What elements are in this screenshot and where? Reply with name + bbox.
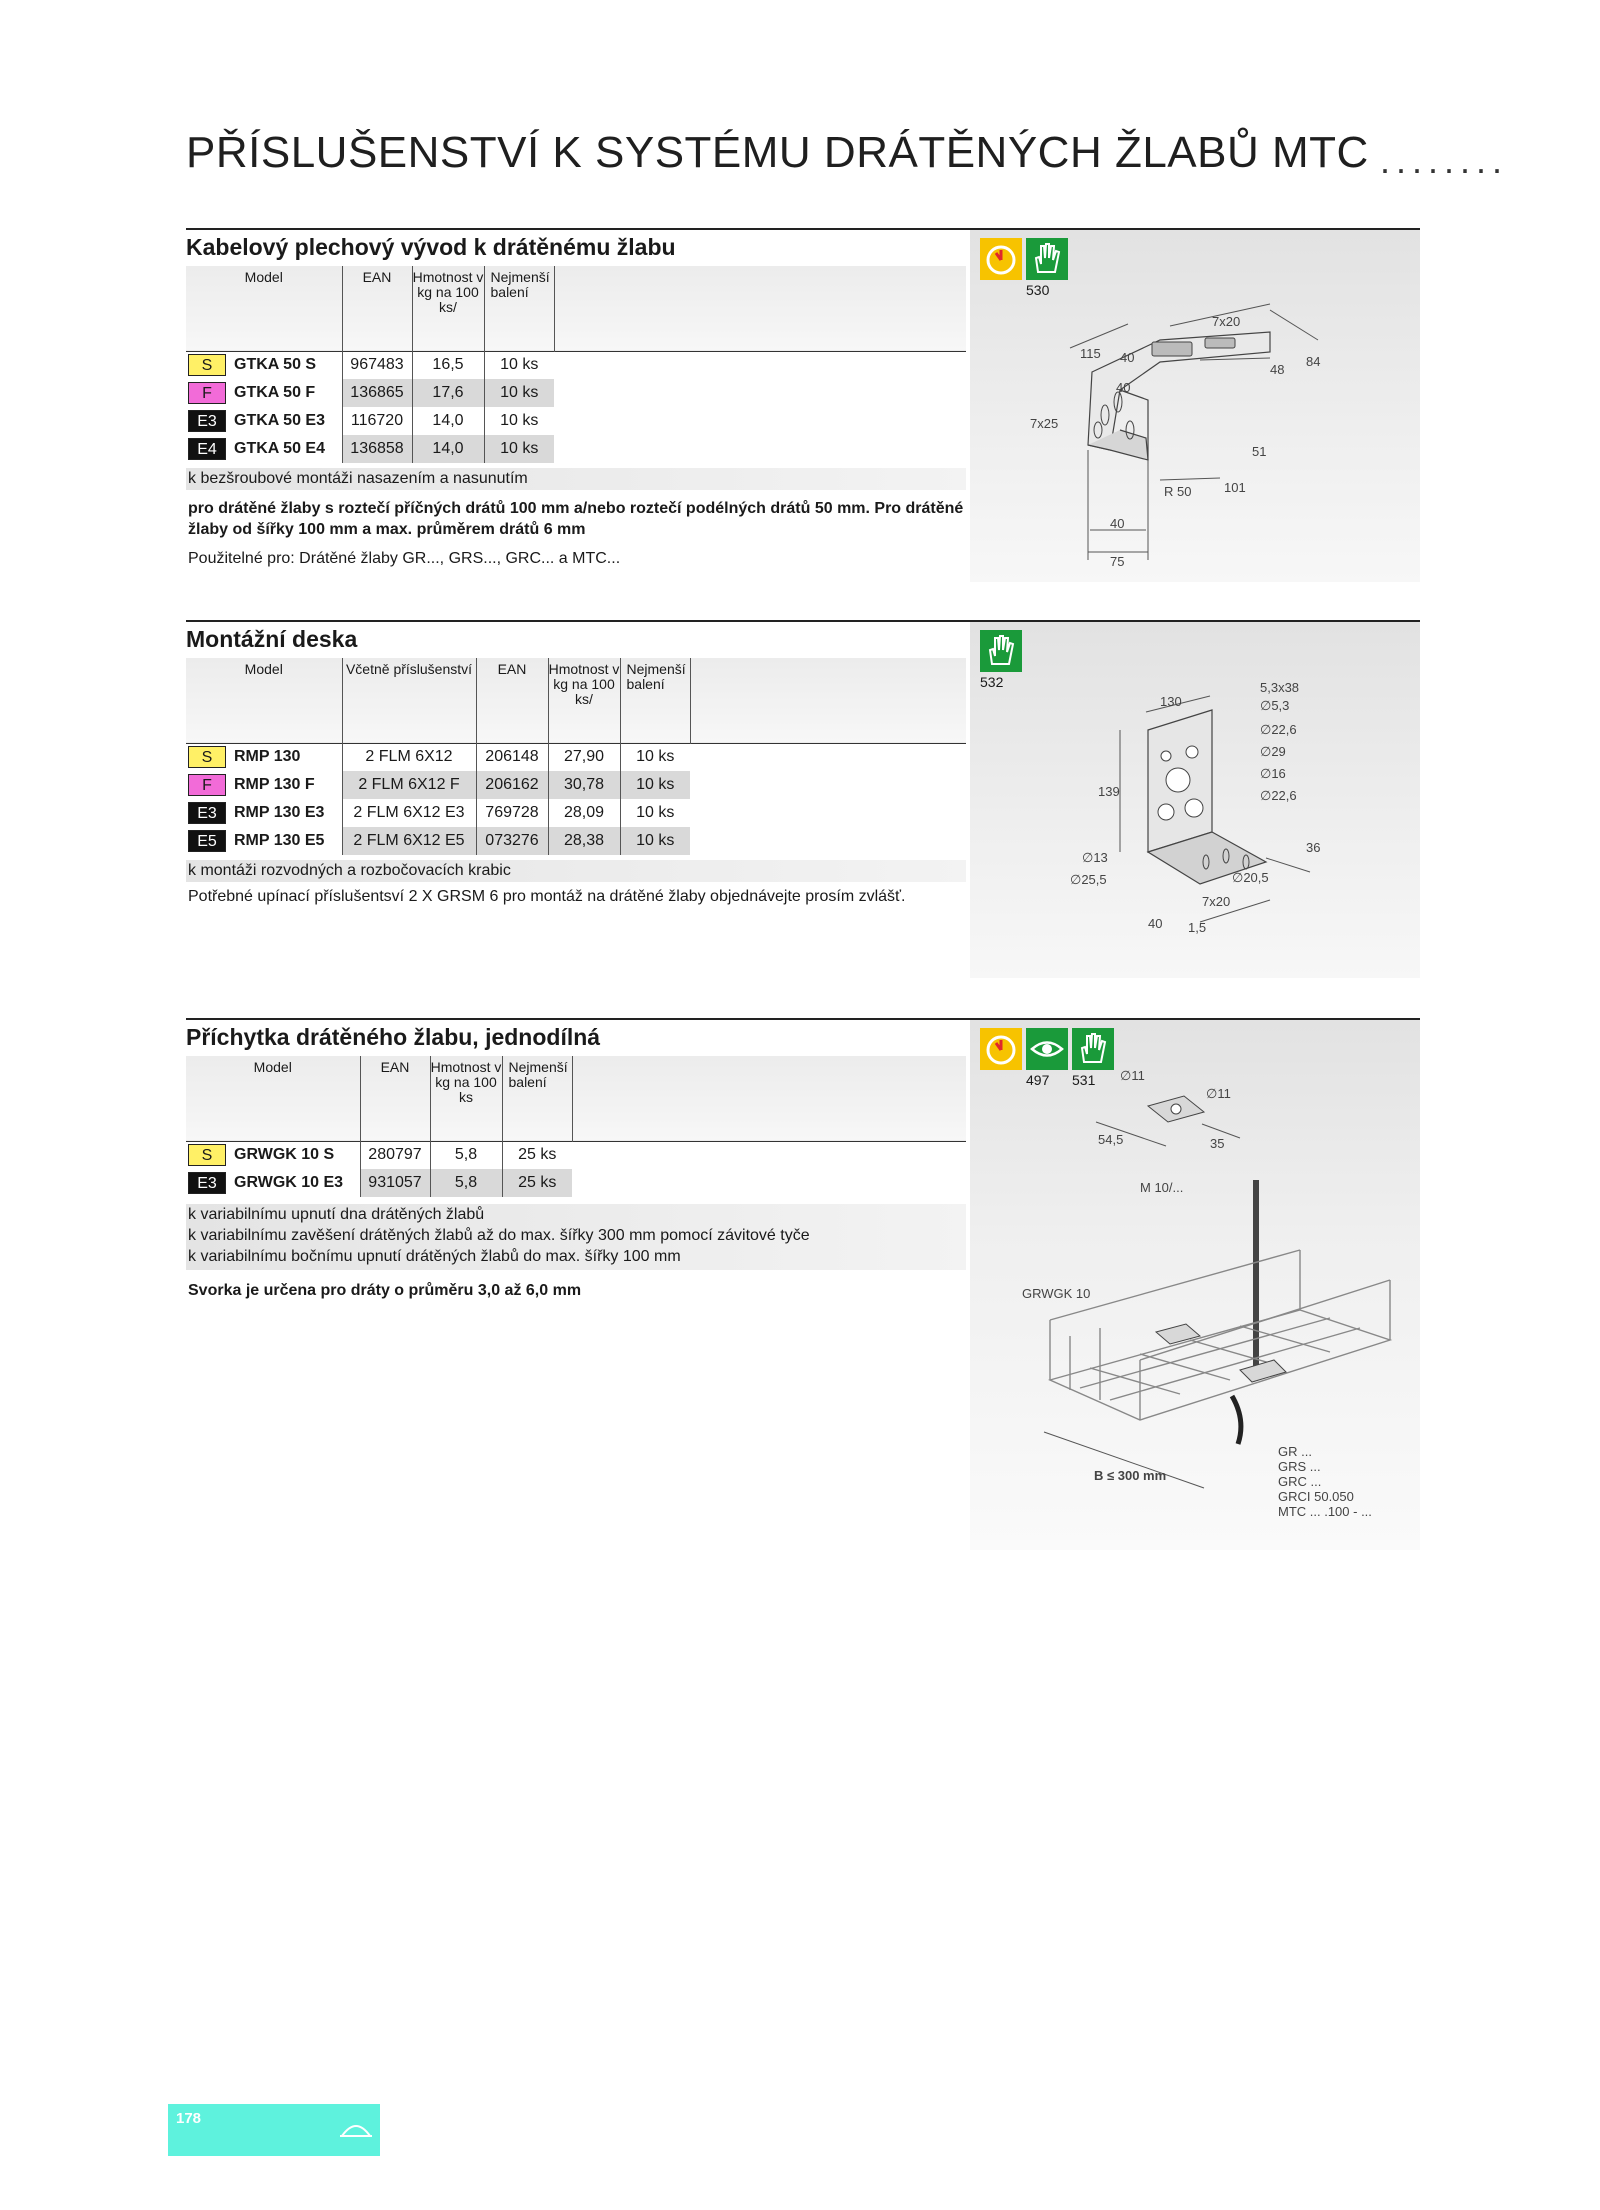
- table-row: [186, 799, 966, 827]
- finish-badge-e4: E4: [188, 438, 226, 460]
- weight: 28,38: [548, 827, 620, 855]
- dim-label: ∅22,6: [1260, 722, 1297, 737]
- logo-icon: [336, 2114, 376, 2144]
- accessories: 2 FLM 6X12 F: [342, 771, 476, 799]
- table-row: [186, 1141, 966, 1169]
- pack: 10 ks: [636, 748, 675, 766]
- model: GTKA 50 S: [228, 351, 342, 379]
- ean: 136858: [342, 435, 412, 463]
- col-weight: Hmotnost v kg na 100 ks: [430, 1056, 502, 1141]
- note-band: k montáži rozvodných a rozbočovacích krabic: [186, 860, 966, 882]
- page-title: PŘÍSLUŠENSTVÍ K SYSTÉMU DRÁTĚNÝCH ŽLABŮ MTC: [186, 128, 1369, 177]
- table-row: [186, 407, 966, 435]
- dim-label: MTC ... .100 - ...: [1278, 1504, 1372, 1519]
- weight: 28,09: [548, 799, 620, 827]
- pack: 10 ks: [484, 435, 554, 463]
- model: GTKA 50 E4: [228, 435, 342, 463]
- finish-badge-f: F: [188, 774, 226, 796]
- weight: 14,0: [412, 435, 484, 463]
- dim-label: ∅11: [1120, 1068, 1145, 1083]
- section-heading: Montážní deska: [186, 626, 358, 652]
- ean: 116720: [342, 407, 412, 435]
- dim-label: 35: [1210, 1136, 1225, 1151]
- dim-label: 139: [1098, 784, 1120, 799]
- dim-label: GR ...: [1278, 1444, 1312, 1459]
- col-ean: EAN: [360, 1056, 430, 1141]
- bracket-drawing: [970, 230, 1420, 582]
- col-weight: Hmotnost v kg na 100 ks/: [412, 266, 484, 351]
- dim-label: ∅20,5: [1232, 870, 1269, 885]
- page-number-tab: [168, 2104, 380, 2156]
- pack: 10 ks: [484, 379, 554, 407]
- product-table: [186, 1056, 966, 1197]
- section-heading: Kabelový plechový vývod k drátěnému žlabu: [186, 234, 676, 260]
- dim-label: 130: [1160, 694, 1182, 709]
- pack: 10 ks: [620, 827, 690, 855]
- dim-label: 54,5: [1098, 1132, 1124, 1147]
- dim-label: ∅29: [1260, 744, 1286, 759]
- weight: 30,78: [548, 771, 620, 799]
- dim-label: GRC ...: [1278, 1474, 1322, 1489]
- product-table: [186, 658, 966, 855]
- pack: 10 ks: [500, 356, 539, 374]
- product-figure: [970, 230, 1420, 582]
- dim-label: 7x20: [1202, 894, 1231, 909]
- section-rmp: [186, 620, 1420, 980]
- dim-label: 115: [1080, 346, 1101, 361]
- weight: 5,8: [430, 1169, 502, 1197]
- product-figure: [970, 1020, 1420, 1550]
- weight: 14,0: [412, 407, 484, 435]
- pack: 25 ks: [518, 1146, 557, 1164]
- pack: 10 ks: [636, 804, 675, 821]
- finish-badge-e5: E5: [188, 830, 226, 852]
- dim-label: GRWGK 10: [1022, 1286, 1091, 1301]
- dim-label: 40: [1116, 380, 1131, 395]
- note-line: Potřebné upínací příslušentsví 2 X GRSM 6 pro montáž na drátěné žlaby objednávejte prosím zvlášť.: [188, 888, 906, 905]
- table-header: [186, 1056, 966, 1141]
- pack: 10 ks: [620, 771, 690, 799]
- dim-label: M 10/...: [1140, 1180, 1184, 1195]
- dim-label: B ≤ 300 mm: [1094, 1468, 1167, 1483]
- table-header: [186, 266, 966, 351]
- note-usage: Použitelné pro: Drátěné žlaby GR..., GRS..., GRC... a MTC...: [188, 550, 621, 567]
- ean: 280797: [360, 1141, 430, 1169]
- ean: 073276: [476, 827, 548, 855]
- col-ean: EAN: [342, 266, 412, 351]
- table-row: [186, 435, 966, 463]
- finish-badge-s: S: [188, 1144, 226, 1166]
- table-row: [186, 1169, 966, 1197]
- dim-label: 75: [1110, 554, 1125, 569]
- col-pack: Nejmenší balení: [484, 266, 554, 351]
- dim-label: 40: [1110, 516, 1125, 531]
- dim-label: 40: [1120, 350, 1135, 365]
- dim-label: ∅16: [1260, 766, 1286, 781]
- ean: 206148: [476, 743, 548, 771]
- dim-label: ∅11: [1206, 1086, 1231, 1101]
- model: RMP 130 E3: [228, 799, 342, 827]
- dim-label: R 50: [1164, 484, 1192, 499]
- col-pack: Nejmenší balení: [502, 1056, 572, 1141]
- weight: 17,6: [412, 379, 484, 407]
- model: RMP 130 F: [228, 771, 342, 799]
- clamp-drawing: [970, 1020, 1420, 1550]
- finish-badge-s: S: [188, 746, 226, 768]
- section-heading: Příchytka drátěného žlabu, jednodílná: [186, 1024, 601, 1050]
- table-header: [186, 658, 966, 743]
- ean: 967483: [342, 351, 412, 379]
- dim-label: 51: [1252, 444, 1267, 459]
- dim-label: ∅5,3: [1260, 698, 1290, 713]
- col-weight: Hmotnost v kg na 100 ks/: [548, 658, 620, 743]
- plate-drawing: [970, 622, 1420, 978]
- section-grwgk: [186, 1018, 1420, 1578]
- dim-label: 5,3x38: [1260, 680, 1300, 695]
- page-number: 178: [176, 2110, 202, 2127]
- dim-label: 84: [1306, 354, 1321, 369]
- finish-badge-e3: E3: [188, 802, 226, 824]
- note-line: k variabilnímu bočnímu upnutí drátěných žlabů do max. šířky 100 mm: [188, 1248, 681, 1265]
- col-model: Model: [186, 658, 342, 743]
- dim-label: ∅22,6: [1260, 788, 1297, 803]
- section-gtka: [186, 228, 1420, 588]
- accessories: 2 FLM 6X12: [342, 743, 476, 771]
- model: GRWGK 10 S: [228, 1141, 360, 1169]
- dim-label: 36: [1306, 840, 1321, 855]
- title-dots: ........: [1380, 140, 1509, 181]
- note-line: k variabilnímu upnutí dna drátěných žlabů: [188, 1206, 485, 1223]
- dim-label: GRCI 50.050: [1278, 1489, 1354, 1504]
- col-ean: EAN: [476, 658, 548, 743]
- dim-label: 48: [1270, 362, 1285, 377]
- model: GTKA 50 F: [228, 379, 342, 407]
- weight: 16,5: [412, 351, 484, 379]
- note-bold: pro drátěné žlaby s roztečí příčných drátů 100 mm a/nebo roztečí podélných drátů 50 mm. Pro drátěné žlaby od šířky 100 mm a max. průměrem drátů 6 mm: [188, 500, 964, 538]
- col-pack: Nejmenší balení: [620, 658, 690, 743]
- ean: 206162: [476, 771, 548, 799]
- figure-ref: 531: [1072, 1072, 1096, 1088]
- ean: 136865: [342, 379, 412, 407]
- dim-label: 40: [1148, 916, 1163, 931]
- col-accessories: Včetně příslušenství: [342, 658, 476, 743]
- dim-label: GRS ...: [1278, 1459, 1321, 1474]
- table-row: [186, 743, 966, 771]
- table-row: [186, 351, 966, 379]
- note-bold: Svorka je určena pro dráty o průměru 3,0 až 6,0 mm: [188, 1282, 582, 1299]
- dim-label: ∅13: [1082, 850, 1108, 865]
- table-row: [186, 771, 966, 799]
- table-row: [186, 827, 966, 855]
- col-model: Model: [186, 1056, 360, 1141]
- table-row: [186, 379, 966, 407]
- accessories: 2 FLM 6X12 E5: [342, 827, 476, 855]
- figure-ref: 530: [1026, 282, 1050, 298]
- dim-label: ∅25,5: [1070, 872, 1107, 887]
- dim-label: 1,5: [1188, 920, 1207, 935]
- weight: 27,90: [548, 743, 620, 771]
- pack: 25 ks: [502, 1169, 572, 1197]
- model: RMP 130 E5: [228, 827, 342, 855]
- finish-badge-f: F: [188, 382, 226, 404]
- ean: 931057: [360, 1169, 430, 1197]
- weight: 5,8: [430, 1141, 502, 1169]
- ean: 769728: [476, 799, 548, 827]
- note-band: k bezšroubové montáži nasazením a nasunutím: [186, 468, 966, 490]
- model: GRWGK 10 E3: [228, 1169, 360, 1197]
- col-model: Model: [186, 266, 342, 351]
- figure-ref: 532: [980, 674, 1004, 690]
- figure-ref: 497: [1026, 1072, 1050, 1088]
- accessories: 2 FLM 6X12 E3: [342, 799, 476, 827]
- note-band: [186, 1204, 966, 1270]
- dim-label: 7x25: [1030, 416, 1059, 431]
- dim-label: 7x20: [1212, 314, 1241, 329]
- product-figure: [970, 622, 1420, 978]
- product-table: [186, 266, 966, 463]
- finish-badge-s: S: [188, 354, 226, 376]
- finish-badge-e3: E3: [188, 410, 226, 432]
- pack: 10 ks: [500, 412, 539, 429]
- note-line: k variabilnímu zavěšení drátěných žlabů až do max. šířky 300 mm pomocí závitové tyče: [188, 1227, 810, 1244]
- model: RMP 130: [228, 743, 342, 771]
- finish-badge-e3: E3: [188, 1172, 226, 1194]
- dim-label: 101: [1224, 480, 1246, 495]
- model: GTKA 50 E3: [228, 407, 342, 435]
